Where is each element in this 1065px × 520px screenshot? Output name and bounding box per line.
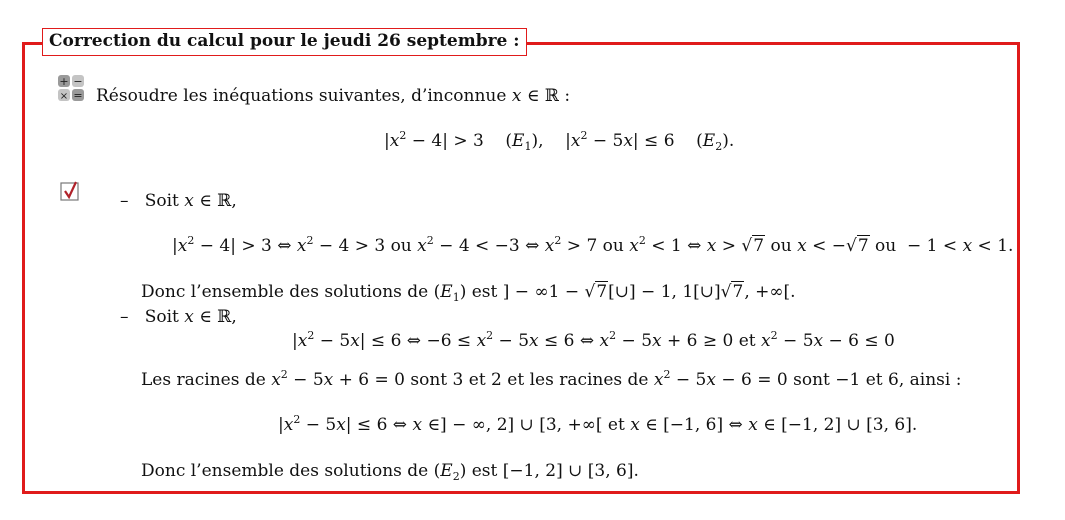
eq-e1-label: E (512, 131, 525, 151)
item1-soit: – Soit x ∈ ℝ, (120, 191, 237, 211)
svg-text:×: × (59, 91, 69, 101)
item2-soit: – Soit x ∈ ℝ, (120, 307, 237, 327)
equations-line: $|x^2 - 4| > 3$ $(E_1)$, $|x^2 - 5x| \le 6$ $(E_2)$. (384, 129, 735, 153)
svg-text:−: − (73, 75, 83, 88)
item2-equivalence: $|x^2 - 5x| \le 6$ ⇔ $-6 \le x^2 - 5x \le 6$ ⇔ $x^2 - 5x + 6 \ge 0$ et $x^2 - 5x - 6 \le 0$ (292, 329, 895, 351)
item2-racines: Les racines de $x^2 - 5x + 6 = 0$ sont 3 et 2 et les racines de $x^2 - 5x - 6 = 0$ sont −1 et 6, ainsi : (141, 368, 962, 390)
item1-equivalence: $|x^2 - 4| > 3$ ⇔ $x^2 - 4 > 3$ ou $x^2 - 4 < -3$ ⇔ $x^2 > 7$ ou $x^2 < 1$ ⇔ x > √7 ou x < −√7 ou − 1 < x < 1. (172, 234, 1014, 256)
item1-conclusion: Donc l’ensemble des solutions de $(E_1)$ est ] − ∞1 − √7[∪] − 1, 1[∪]√7, +∞[. (141, 282, 796, 304)
calculator-icon (58, 75, 84, 101)
item1-bullet: – (120, 191, 129, 211)
intro-line (96, 86, 570, 106)
svg-text:+: + (59, 75, 69, 88)
intro-domain: ∈ ℝ : (526, 86, 571, 106)
frame-title: Correction du calcul pour le jeudi 26 septembre : (42, 28, 527, 56)
checkmark-icon (60, 180, 80, 202)
item2-bullet: – (120, 307, 129, 327)
item2-conclusion: Donc l’ensemble des solutions de $(E_2)$ est [−1, 2] ∪ [3, 6]. (141, 461, 639, 483)
intro-text: Résoudre les inéquations suivantes, d’inconnue (96, 86, 507, 106)
item2-solution-chain: $|x^2 - 5x| \le 6$ ⇔ x ∈] − ∞, 2] ∪ [3, +∞[ et x ∈ [−1, 6] ⇔ x ∈ [−1, 2] ∪ [3, 6]. (278, 413, 918, 435)
eq-e2-label: E (702, 131, 716, 151)
svg-text:=: = (73, 89, 83, 101)
intro-var: x (511, 86, 522, 106)
